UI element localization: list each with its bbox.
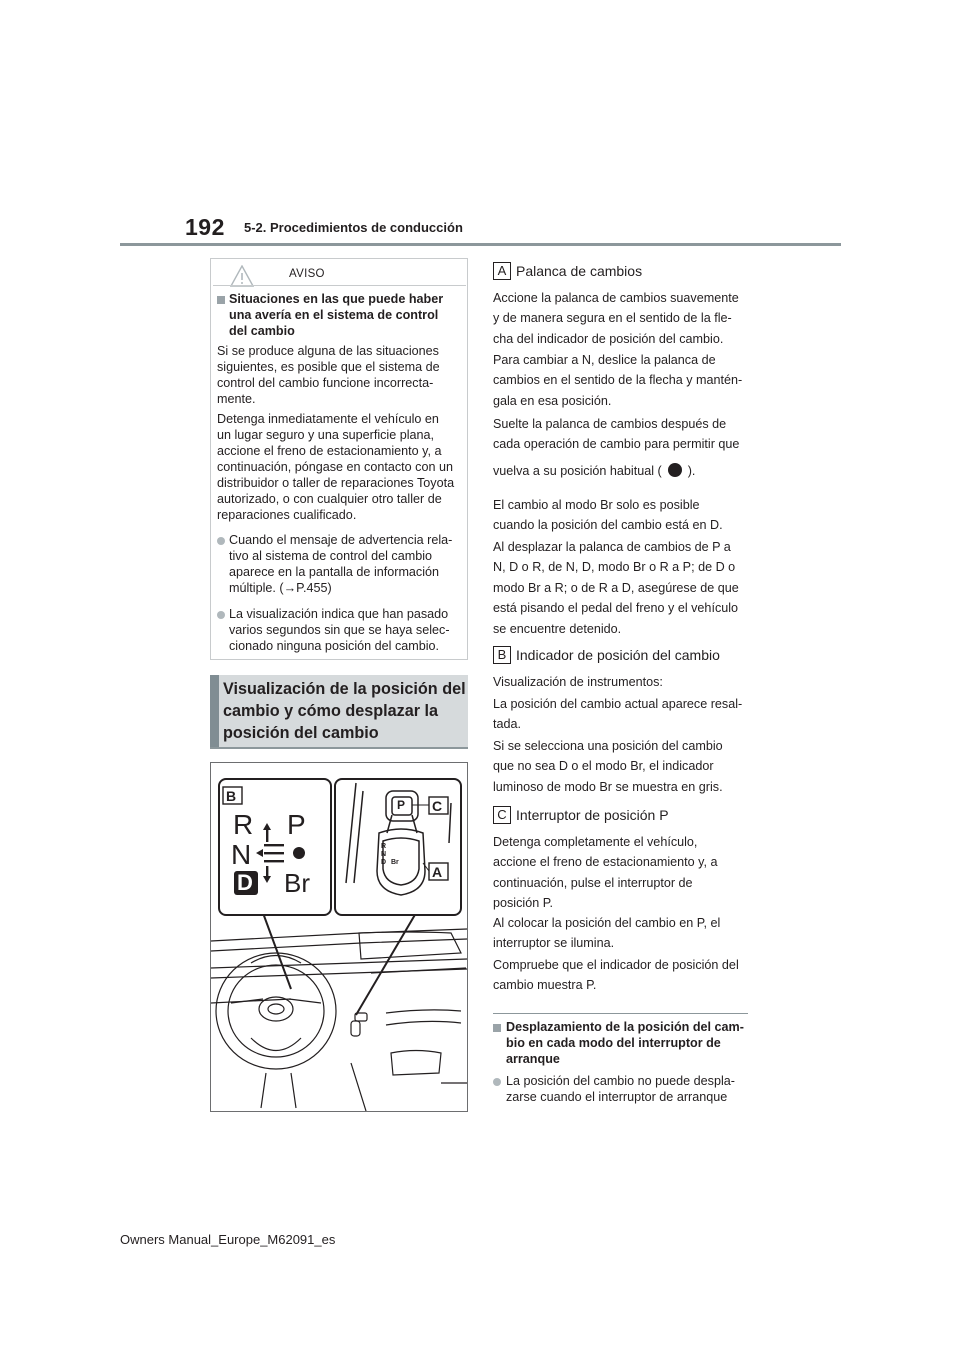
item-a-paragraph-5: Al desplazar la palanca de cambios de P a N, D o R, de N, D, modo Br o R a P; de D o modo Br a R; o de R a D, asegúrese de que está pisando el pedal del freno y el vehículo se encuentre detenido. [493, 540, 739, 636]
lever-label-r: R [381, 843, 387, 850]
warning-triangle-icon [230, 265, 254, 287]
warning-label: AVISO [289, 268, 325, 280]
shift-illustration [210, 762, 468, 1112]
indicator-br: Br [284, 868, 310, 898]
warning-paragraph-1: Si se produce alguna de las situaciones siguientes, es posible que el sistema de control del cambio funcione incorrecta- mente. [217, 344, 440, 406]
tag-a: A [493, 262, 511, 280]
item-a-heading [493, 262, 642, 280]
item-a-title: Palanca de cambios [516, 263, 643, 279]
item-c-paragraph-3: Compruebe que el indicador de posición del cambio muestra P. [493, 958, 739, 993]
indicator-n: N [231, 839, 252, 870]
tag-b: B [493, 646, 511, 664]
indicator-r: R [233, 809, 254, 840]
warning-box [210, 258, 468, 660]
square-bullet-icon [217, 296, 225, 304]
warning-rule [213, 285, 466, 286]
p-switch-label: P [397, 798, 406, 812]
item-b-paragraph-3: Si se selecciona una posición del cambio que no sea D o el modo Br, el indicador luminoso de modo Br se muestra en gris. [493, 739, 723, 794]
item-a-paragraph-3: Suelte la palanca de cambios después de cada operación de cambio para permitir que vuelva a su posición habitual ( ). [493, 417, 740, 478]
item-c-paragraph-1: Detenga completamente el vehículo, accione el freno de estacionamiento y, a continuación, pulse el interruptor de posición P. [493, 835, 718, 911]
lever-label-br: Br [391, 859, 399, 866]
section-heading: Visualización de la posición del cambio y cómo desplazar la posición del cambio [223, 680, 466, 742]
heading-accent-bar [210, 675, 219, 748]
item-b-heading [493, 646, 720, 664]
round-bullet-icon [217, 611, 225, 619]
item-a-paragraph-4: El cambio al modo Br solo es posible cuando la posición del cambio está en D. [493, 498, 723, 533]
heading-rule [210, 747, 468, 749]
subsection-title: Desplazamiento de la posición del cam- bio en cada modo del interruptor de arranque [506, 1020, 744, 1066]
warning-title: Situaciones en las que puede haber una avería en el sistema de control del cambio [229, 292, 444, 338]
round-bullet-icon [493, 1078, 501, 1086]
callout-b: B [226, 788, 237, 804]
lever-label-d: D [381, 859, 387, 866]
item-a-paragraph-2: Para cambiar a N, deslice la palanca de cambios en el sentido de la flecha y mantén- gala en esa posición. [493, 353, 743, 408]
item-a-paragraph-1: Accione la palanca de cambios suavemente y de manera segura en el sentido de la fle- cha del indicador de posición del cambio. [493, 291, 739, 346]
round-bullet-icon [217, 537, 225, 545]
callout-a: A [432, 864, 443, 880]
warning-paragraph-2: Detenga inmediatamente el vehículo en un lugar seguro y una superficie plana, accione el freno de estacionamiento y, a continuación, póngase en contacto con un distribuidor o taller de reparaciones Toyota autorizado, o con cualquier otro taller de reparaciones cualificado. [217, 412, 455, 522]
lever-label-n: N [381, 851, 387, 858]
warning-bullet-1: Cuando el mensaje de advertencia rela- tivo al sistema de control del cambio aparece en la pantalla de información múltiple. (→P.455) [229, 533, 453, 595]
subsection-rule [493, 1013, 748, 1014]
home-position-dot-icon [668, 463, 682, 477]
section-title: 5-2. Procedimientos de conducción [244, 220, 463, 235]
indicator-p: P [287, 809, 306, 840]
footer-text: Owners Manual_Europe_M62091_es [120, 1232, 336, 1247]
item-b-title: Indicador de posición del cambio [516, 647, 720, 663]
subsection-bullet-1: La posición del cambio no puede despla- zarse cuando el interruptor de arranque [506, 1074, 735, 1104]
callout-c: C [432, 798, 443, 814]
header-rule [120, 243, 841, 246]
item-c-title: Interruptor de posición P [516, 807, 669, 823]
item-b-paragraph-1: Visualización de instrumentos: [493, 675, 663, 689]
square-bullet-icon [493, 1024, 501, 1032]
item-c-heading [493, 806, 669, 824]
page-number: 192 [185, 214, 225, 240]
item-c-paragraph-2: Al colocar la posición del cambio en P, el interruptor se ilumina. [493, 916, 721, 951]
warning-bullet-2: La visualización indica que han pasado varios segundos sin que se haya selec- cionado ninguna posición del cambio. [229, 607, 450, 653]
item-b-paragraph-2: La posición del cambio actual aparece resal- tada. [493, 697, 743, 732]
tag-c: C [493, 806, 511, 824]
indicator-d-highlighted: D [237, 870, 253, 895]
